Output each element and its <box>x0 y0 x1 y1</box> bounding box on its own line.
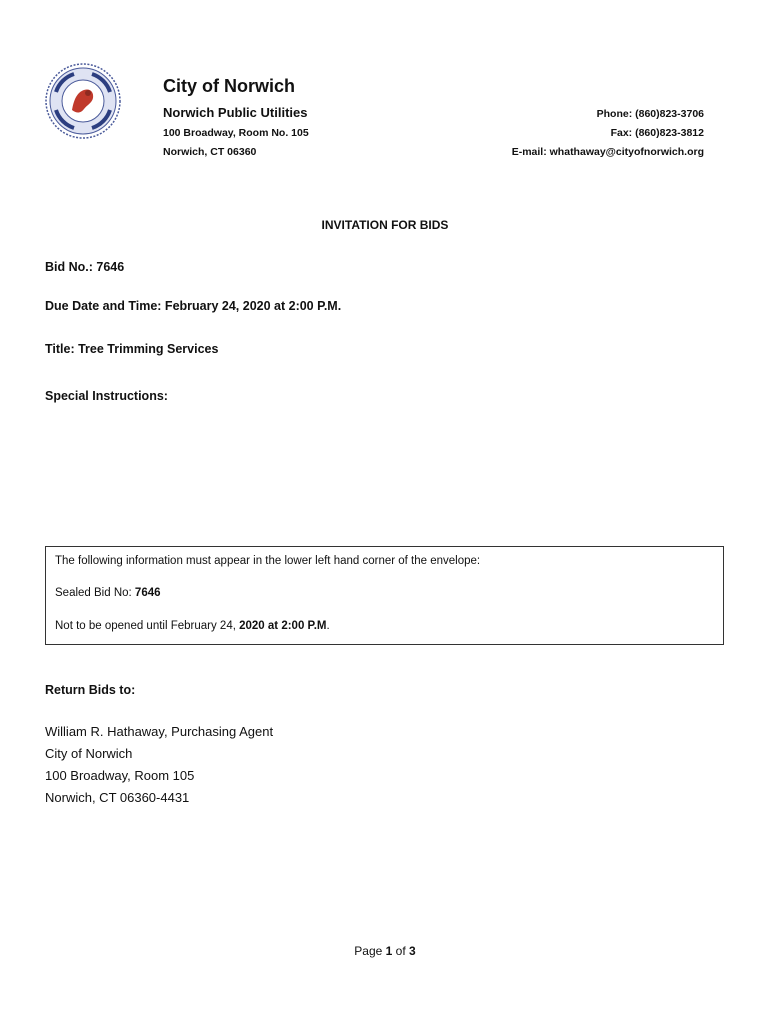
open-date-suffix: . <box>326 620 330 632</box>
open-date-line <box>55 620 330 632</box>
return-address-line: 100 Broadway, Room 105 <box>45 768 195 783</box>
address-line-2: Norwich, CT 06360 <box>163 146 257 158</box>
open-date-prefix: Not to be opened until February 24, <box>55 620 240 632</box>
sealed-bid-line <box>55 587 161 599</box>
sealed-bid-label: Sealed Bid No: <box>55 587 135 599</box>
return-address-line: William R. Hathaway, Purchasing Agent <box>45 724 274 739</box>
special-instructions-label: Special Instructions: <box>45 389 168 403</box>
sealed-bid-value: 7646 <box>134 587 161 599</box>
return-address-line: Norwich, CT 06360-4431 <box>45 790 190 805</box>
return-address-line: City of Norwich <box>45 746 133 761</box>
department-name: Norwich Public Utilities <box>163 105 308 120</box>
address-line-1: 100 Broadway, Room No. 105 <box>163 127 309 139</box>
page-total: 3 <box>409 944 416 958</box>
bid-number: Bid No.: 7646 <box>45 260 125 274</box>
envelope-notice-box <box>45 546 724 645</box>
page-of: of <box>392 944 410 958</box>
page-prefix: Page <box>354 944 386 958</box>
due-date: Due Date and Time: February 24, 2020 at 2:00 P.M. <box>45 299 342 313</box>
document-heading: INVITATION FOR BIDS <box>321 218 449 232</box>
return-bids-heading: Return Bids to: <box>45 683 136 697</box>
bid-title: Title: Tree Trimming Services <box>45 342 219 356</box>
page-current: 1 <box>385 944 393 958</box>
notice-instruction: The following information must appear in the lower left hand corner of the envelope: <box>55 555 481 567</box>
email-address: E-mail: whathaway@cityofnorwich.org <box>511 146 704 158</box>
open-date-bold: 2020 at 2:00 P.M <box>239 620 327 632</box>
phone-number: Phone: (860)823-3706 <box>596 108 704 120</box>
org-name: City of Norwich <box>163 76 296 96</box>
city-seal-logo <box>44 62 122 140</box>
fax-number: Fax: (860)823-3812 <box>610 127 704 139</box>
page-number <box>0 944 770 958</box>
